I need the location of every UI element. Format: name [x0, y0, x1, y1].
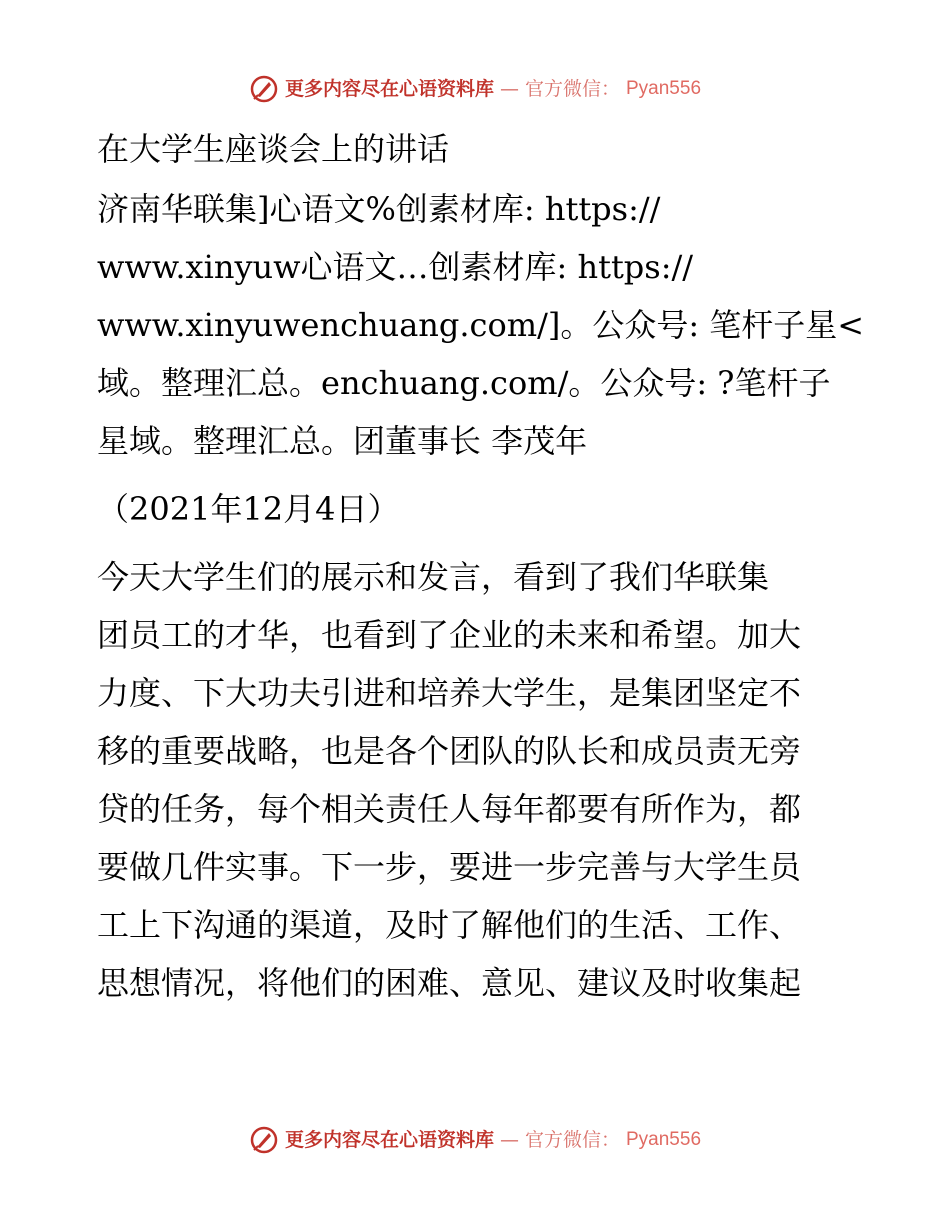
header-line: www.xinyuwenchuang.com/]。公众号: 笔杆子星<: [97, 306, 865, 344]
document-header-block: [97, 180, 865, 470]
paragraph-line: 移的重要战略，也是各个团队的队长和成员责无旁: [97, 732, 802, 770]
watermark-account: Pyan556: [626, 1129, 702, 1150]
watermark-account: Pyan556: [626, 78, 702, 99]
paragraph-line: 力度、下大功夫引进和培养大学生，是集团坚定不: [97, 674, 802, 712]
header-line: 域。整理汇总。enchuang.com/。公众号: ?笔杆子: [97, 364, 831, 402]
header-line: 星域。整理汇总。团董事长 李茂年: [97, 422, 588, 460]
watermark-dash: —: [499, 78, 519, 100]
quill-logo-icon: [249, 1125, 279, 1155]
paragraph-line: 贷的任务，每个相关责任人每年都要有所作为，都: [97, 790, 802, 828]
watermark-text: 更多内容尽在心语资料库: [284, 1129, 494, 1151]
speech-paragraph: [97, 548, 857, 1012]
header-line: 济南华联集]心语文%创素材库: https://: [97, 190, 661, 228]
paragraph-line: 今天大学生们的展示和发言，看到了我们华联集: [97, 558, 770, 596]
paragraph-line: 工上下沟通的渠道，及时了解他们的生活、工作、: [97, 906, 802, 944]
watermark-text: 更多内容尽在心语资料库: [284, 78, 494, 100]
quill-logo-icon: [249, 74, 279, 104]
speech-date: （2021年12月4日）: [97, 490, 400, 528]
watermark-official: 官方微信：: [524, 78, 620, 100]
watermark-dash: —: [499, 1129, 519, 1151]
paragraph-line: 要做几件实事。下一步，要进一步完善与大学生员: [97, 848, 802, 886]
document-body: [97, 120, 865, 1012]
paragraph-line: 团员工的才华，也看到了企业的未来和希望。加大: [97, 616, 802, 654]
document-title: 在大学生座谈会上的讲话: [97, 130, 450, 168]
paragraph-line: 思想情况，将他们的困难、意见、建议及时收集起: [97, 964, 802, 1002]
header-line: www.xinyuw心语文…创素材库: https://: [97, 248, 694, 286]
watermark-official: 官方微信：: [524, 1129, 620, 1151]
header-watermark: [0, 74, 950, 104]
footer-watermark: [0, 1125, 950, 1155]
